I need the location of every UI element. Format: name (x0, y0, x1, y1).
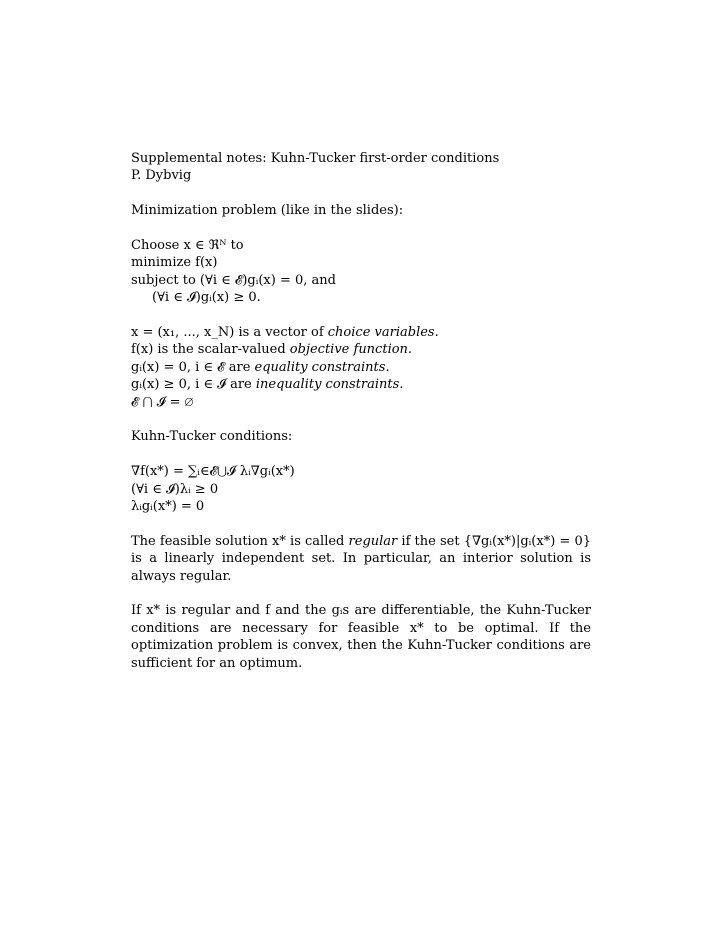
regularity-term: regular (348, 533, 398, 549)
document-author: P. Dybvig (131, 168, 192, 184)
def-objective-function (131, 341, 591, 358)
def-inequality-text: gᵢ(x) ≥ 0, i ∈ 𝓘 are (131, 377, 256, 393)
sufficiency-paragraph: If x* is regular and f and the gᵢs are differentiable, the Kuhn-Tucker conditions are necessary for feasible x* to be optimal. If the optimization problem is convex, then the Kuhn-Tucker conditions are sufficient for an optimum. (131, 603, 591, 671)
def-choice-variables (131, 324, 591, 341)
problem-inequality: (∀i ∈ 𝓘)gᵢ(x) ≥ 0. (152, 290, 261, 306)
kt-sign-condition: (∀i ∈ 𝓘)λᵢ ≥ 0 (131, 481, 219, 497)
def-objective-term: objective function. (289, 342, 413, 358)
problem-subject-to: subject to (∀i ∈ 𝓔)gᵢ(x) = 0, and (131, 272, 336, 288)
problem-choose: Choose x ∈ ℜᴺ to (131, 238, 244, 253)
kt-gradient-condition: ∇f(x*) = ∑ᵢ∈𝓔⋃𝓘 λᵢ∇gᵢ(x*) (131, 464, 295, 480)
def-objective-text: f(x) is the scalar-valued (131, 342, 290, 358)
def-choice-text: x = (x₁, ..., x_N) is a vector of (131, 325, 328, 341)
def-choice-term: choice variables. (327, 325, 439, 341)
def-inequality-term: inequality constraints. (255, 377, 404, 393)
regularity-text-post: if the set {∇gᵢ(x*)|gᵢ(x*) = 0} is a linearly independent set. In particular, an interior solution is always regular. (131, 533, 591, 584)
def-inequality-constraints (131, 376, 591, 393)
def-disjoint-sets: 𝓔 ⋂ 𝓘 = ∅ (131, 394, 194, 410)
document-page (131, 150, 591, 672)
kt-heading: Kuhn-Tucker conditions: (131, 429, 293, 445)
def-equality-text: gᵢ(x) = 0, i ∈ 𝓔 are (131, 359, 255, 375)
def-equality-constraints (131, 359, 591, 376)
def-equality-term: equality constraints. (254, 359, 390, 375)
regularity-text-pre: The feasible solution x* is called (131, 533, 349, 549)
document-title: Supplemental notes: Kuhn-Tucker first-order conditions (131, 151, 500, 166)
intro-line: Minimization problem (like in the slides): (131, 203, 404, 219)
problem-minimize: minimize f(x) (131, 255, 218, 271)
regularity-paragraph (131, 533, 591, 585)
kt-complementary-slackness: λᵢgᵢ(x*) = 0 (131, 499, 205, 515)
